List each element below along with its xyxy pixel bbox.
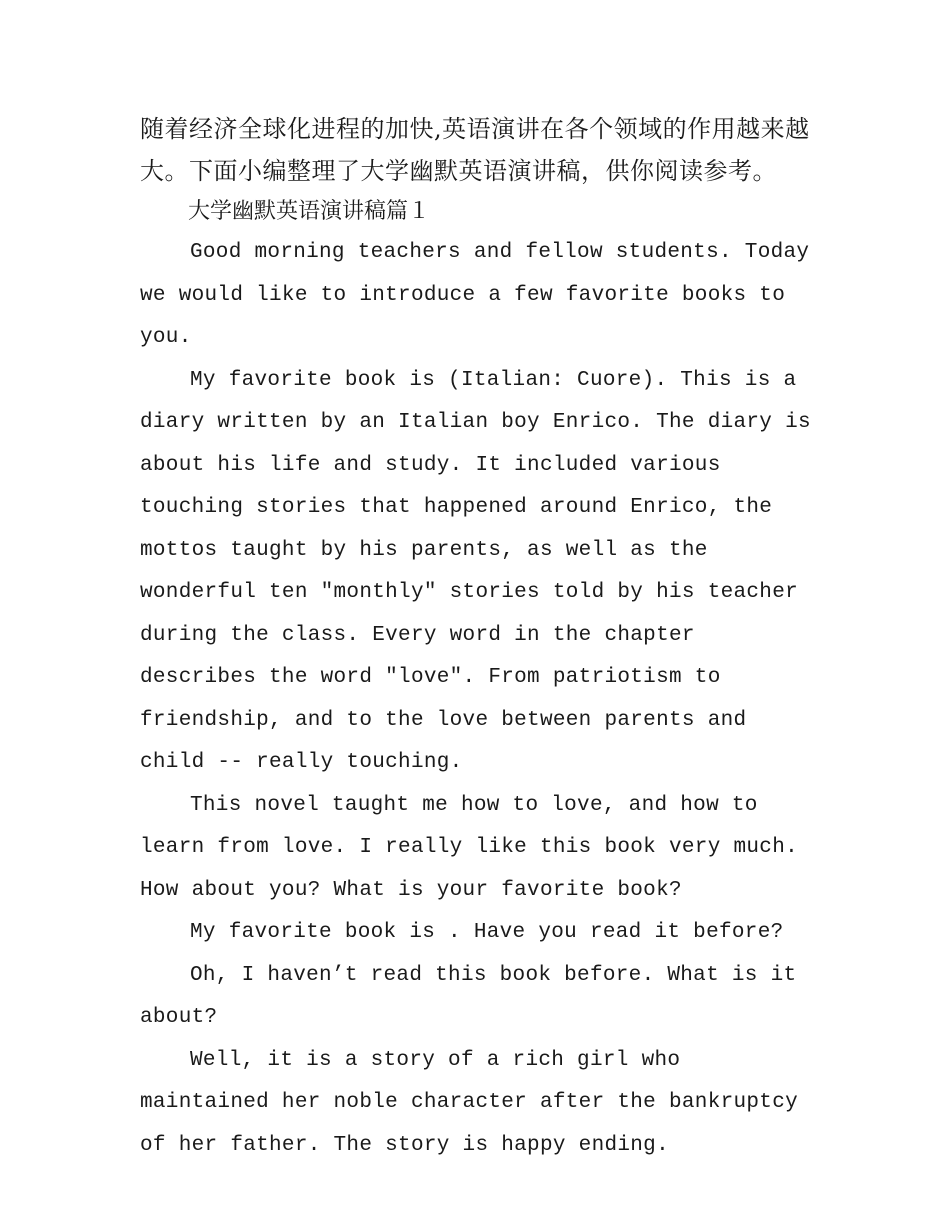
paragraph-what-about: Oh, I haven’t read this book before. What is it about?	[140, 963, 797, 1029]
paragraph-story-summary: Well, it is a story of a rich girl who maintained her noble character after the bankruptcy of her father. The story is happy ending.	[140, 1048, 799, 1157]
speech-heading: 大学幽默英语演讲稿篇１	[188, 199, 431, 224]
paragraph-novel-taught: This novel taught me how to love, and how to learn from love. I really like this book very much. How about you? What is your favorite book?	[140, 793, 799, 902]
document-body	[140, 108, 815, 1167]
intro-paragraph: 随着经济全球化进程的加快,英语演讲在各个领域的作用越来越大。下面小编整理了大学幽默英语演讲稿，供你阅读参考。	[140, 115, 810, 185]
paragraph-greeting: Good morning teachers and fellow students. Today we would like to introduce a few favorite books to you.	[140, 241, 810, 349]
paragraph-favorite-book: My favorite book is (Italian: Cuore). This is a diary written by an Italian boy Enrico. The diary is about his life and study. It included various touching stories that happened around Enrico, the mottos taught by his parents, as well as the wonderful ten "monthly" stories told by his teacher during the class. Every word in the chapter describes the word "love". From patriotism to friendship, and to the love between parents and child -- really touching.	[140, 368, 811, 774]
paragraph-read-before: My favorite book is . Have you read it before?	[190, 921, 784, 944]
